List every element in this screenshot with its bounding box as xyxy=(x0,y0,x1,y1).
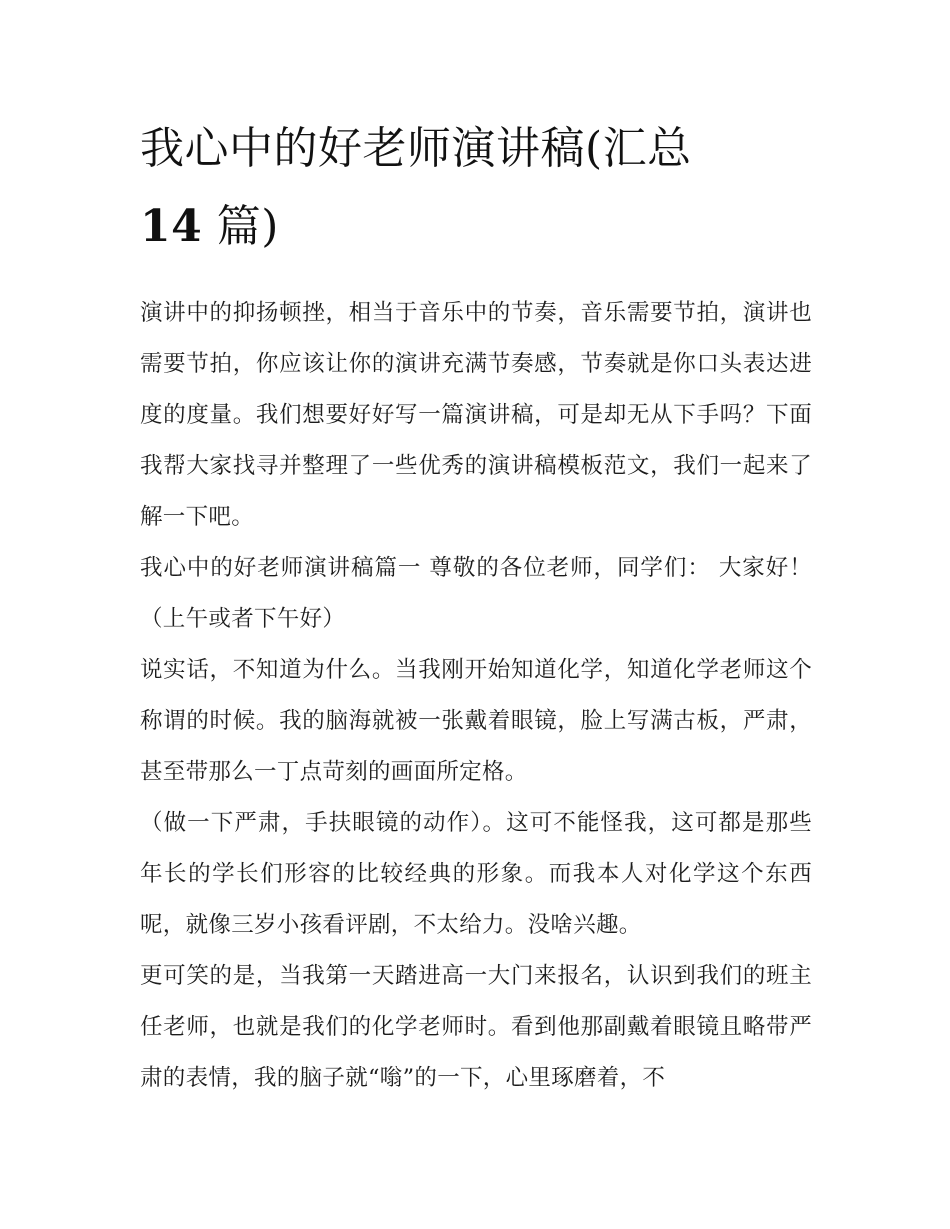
paragraph-body-1: 说实话，不知道为什么。当我刚开始知道化学，知道化学老师这个称谓的时候。我的脑海就被一张戴着眼镜，脸上写满古板，严肃，甚至带那么一丁点苛刻的画面所定格。 xyxy=(140,657,812,785)
title-text-part1: 我心中的好老师演讲稿(汇总 xyxy=(140,123,692,174)
paragraph-body-3: 更可笑的是，当我第一天踏进高一大门来报名，认识到我们的班主任老师，也就是我们的化学老师时。看到他那副戴着眼镜且略带严肃的表情，我的脑子就“嗡”的一下，心里琢磨着，不 xyxy=(140,963,812,1091)
document-page xyxy=(140,110,812,1104)
title-number: 14 xyxy=(140,201,203,252)
paragraph-body-2: （做一下严肃，手扶眼镜的动作）。这可不能怪我，这可都是那些年长的学长们形容的比较经典的形象。而我本人对化学这个东西呢，就像三岁小孩看评剧，不太给力。没啥兴趣。 xyxy=(140,810,812,938)
paragraph-greeting: 我心中的好老师演讲稿篇一 尊敬的各位老师，同学们： 大家好！（上午或者下午好） xyxy=(140,555,812,632)
paragraph-intro: 演讲中的抑扬顿挫，相当于音乐中的节奏，音乐需要节拍，演讲也需要节拍，你应该让你的演讲充满节奏感，节奏就是你口头表达进度的度量。我们想要好好写一篇演讲稿，可是却无从下手吗？下面我帮大家找寻并整理了一些优秀的演讲稿模板范文，我们一起来了解一下吧。 xyxy=(140,300,812,530)
document-title xyxy=(140,110,812,266)
title-text-part2: 篇) xyxy=(216,201,279,252)
